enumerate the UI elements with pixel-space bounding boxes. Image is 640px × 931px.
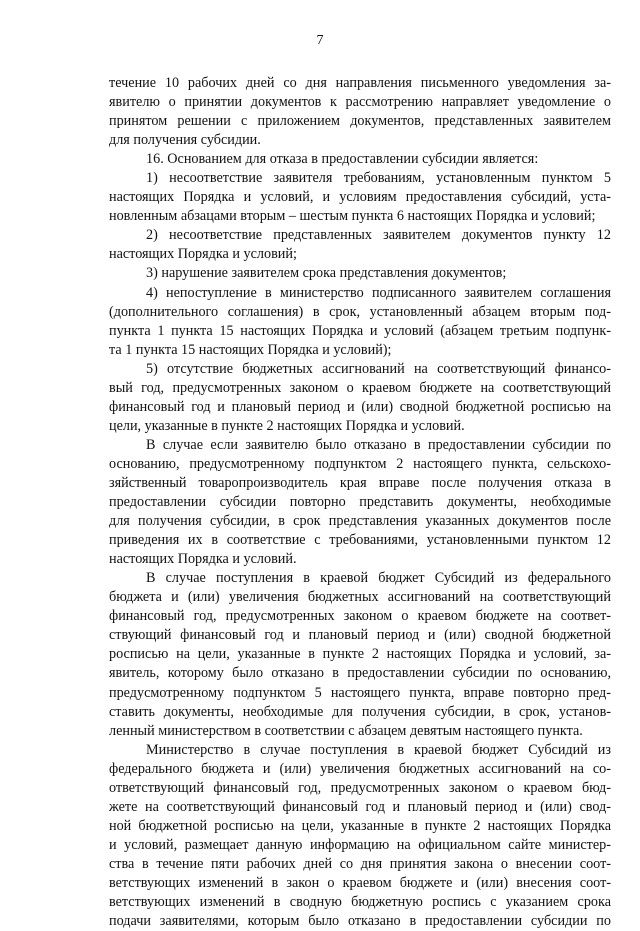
text-line: основанию, предусмотренному подпунктом 2 настоящего пункта, сельскохо- <box>109 455 611 472</box>
text-line: 4) непоступление в министерство подписанного заявителем соглашения <box>146 284 611 301</box>
text-line: приведения их в соответствие с требованиями, установленными пунктом 12 <box>109 532 611 549</box>
text-line: вый год, предусмотренных законом о краевом бюджете на соответствующий <box>109 379 611 396</box>
text-line: предоставлении субсидии повторно представить документы, необходимые <box>109 494 611 511</box>
text-line: и условий, размещает данную информацию на официальном сайте министер- <box>109 836 611 853</box>
text-line: для получения субсидии. <box>109 132 261 149</box>
text-line: настоящих Порядка и условий; <box>109 246 297 263</box>
text-line: настоящих Порядка и условий. <box>109 551 297 568</box>
text-line: явителю о принятии документов к рассмотрению направляет уведомление о <box>109 94 611 111</box>
text-line: 2) несоответствие представленных заявителем документов пункту 12 <box>146 227 611 244</box>
text-line: ветствующих изменений в сводную бюджетную роспись с указанием срока <box>109 894 611 911</box>
text-line: бюджета и (или) увеличения бюджетных ассигнований на соответствующий <box>109 589 611 606</box>
text-line: подачи заявителями, которым было отказано в предоставлении субсидии по <box>109 913 611 930</box>
text-line: федерального бюджета и (или) увеличения бюджетных ассигнований на со- <box>109 760 611 777</box>
text-line: 1) несоответствие заявителя требованиям, установленным пунктом 5 <box>146 170 611 187</box>
text-line: Министерство в случае поступления в краевой бюджет Субсидий из <box>146 741 611 758</box>
text-line: та 1 пункта 15 настоящих Порядка и условий); <box>109 341 392 358</box>
text-line: ленный министерством в соответствии с абзацем девятым настоящего пункта. <box>109 722 583 739</box>
text-line: принятом решении с приложением документов, представленных заявителем <box>109 113 611 130</box>
text-line: ставить документы, необходимые для получения субсидии, в срок, установ- <box>109 703 611 720</box>
text-line: предусмотренному подпунктом 5 настоящего пункта, вправе повторно пред- <box>109 684 611 701</box>
text-line: В случае поступления в краевой бюджет Субсидий из федерального <box>146 570 611 587</box>
text-line: зяйственный товаропроизводитель края вправе после получения отказа в <box>109 474 611 491</box>
text-line: (дополнительного соглашения) в срок, установленный абзацем вторым под- <box>109 303 611 320</box>
text-line: ной бюджетной росписью на цели, указанные в пункте 2 настоящих Порядка <box>109 817 611 834</box>
text-line: 3) нарушение заявителем срока представления документов; <box>146 265 507 282</box>
text-line: финансовый год, предусмотренных законом о краевом бюджете на соответ- <box>109 608 611 625</box>
text-line: новленным абзацами вторым – шестым пункта 6 настоящих Порядка и условий; <box>109 208 596 225</box>
text-line: 5) отсутствие бюджетных ассигнований на соответствующий финансо- <box>146 360 611 377</box>
text-line: В случае если заявителю было отказано в предоставлении субсидии по <box>146 436 611 453</box>
text-line: росписью на цели, указанные в пункте 2 настоящих Порядка и условий, за- <box>109 646 611 663</box>
text-line: ответствующий финансовый год, предусмотренных законом о краевом бюд- <box>109 779 611 796</box>
page-number: 7 <box>316 33 324 48</box>
text-line: настоящих Порядка и условий, и условиям предоставления субсидий, уста- <box>109 189 611 206</box>
text-line: для получения субсидии, в срок представления указанных документов после <box>109 513 611 530</box>
text-line: течение 10 рабочих дней со дня направления письменного уведомления за- <box>109 75 611 91</box>
text-line: ствующий финансовый год и плановый период и (или) сводной бюджетной <box>109 627 611 644</box>
text-line: явитель, которому было отказано в предоставлении субсидии по основанию, <box>109 665 611 682</box>
text-line: жете на соответствующий финансовый год и плановый период и (или) свод- <box>109 798 611 815</box>
document-body <box>109 74 611 931</box>
text-line: 16. Основанием для отказа в предоставлении субсидии является: <box>146 151 539 168</box>
text-line: ства в течение пяти рабочих дней со дня принятия закона о внесении соот- <box>109 855 611 872</box>
text-line: цели, указанные в пункте 2 настоящих Порядка и условий. <box>109 417 465 434</box>
text-line: финансовый год и плановый период и (или) сводной бюджетной росписью на <box>109 398 611 415</box>
text-line: пункта 1 пункта 15 настоящих Порядка и условий (абзацем третьим подпунк- <box>109 322 611 339</box>
text-line: ветствующих изменений в закон о краевом бюджете и (или) внесения соот- <box>109 874 611 891</box>
